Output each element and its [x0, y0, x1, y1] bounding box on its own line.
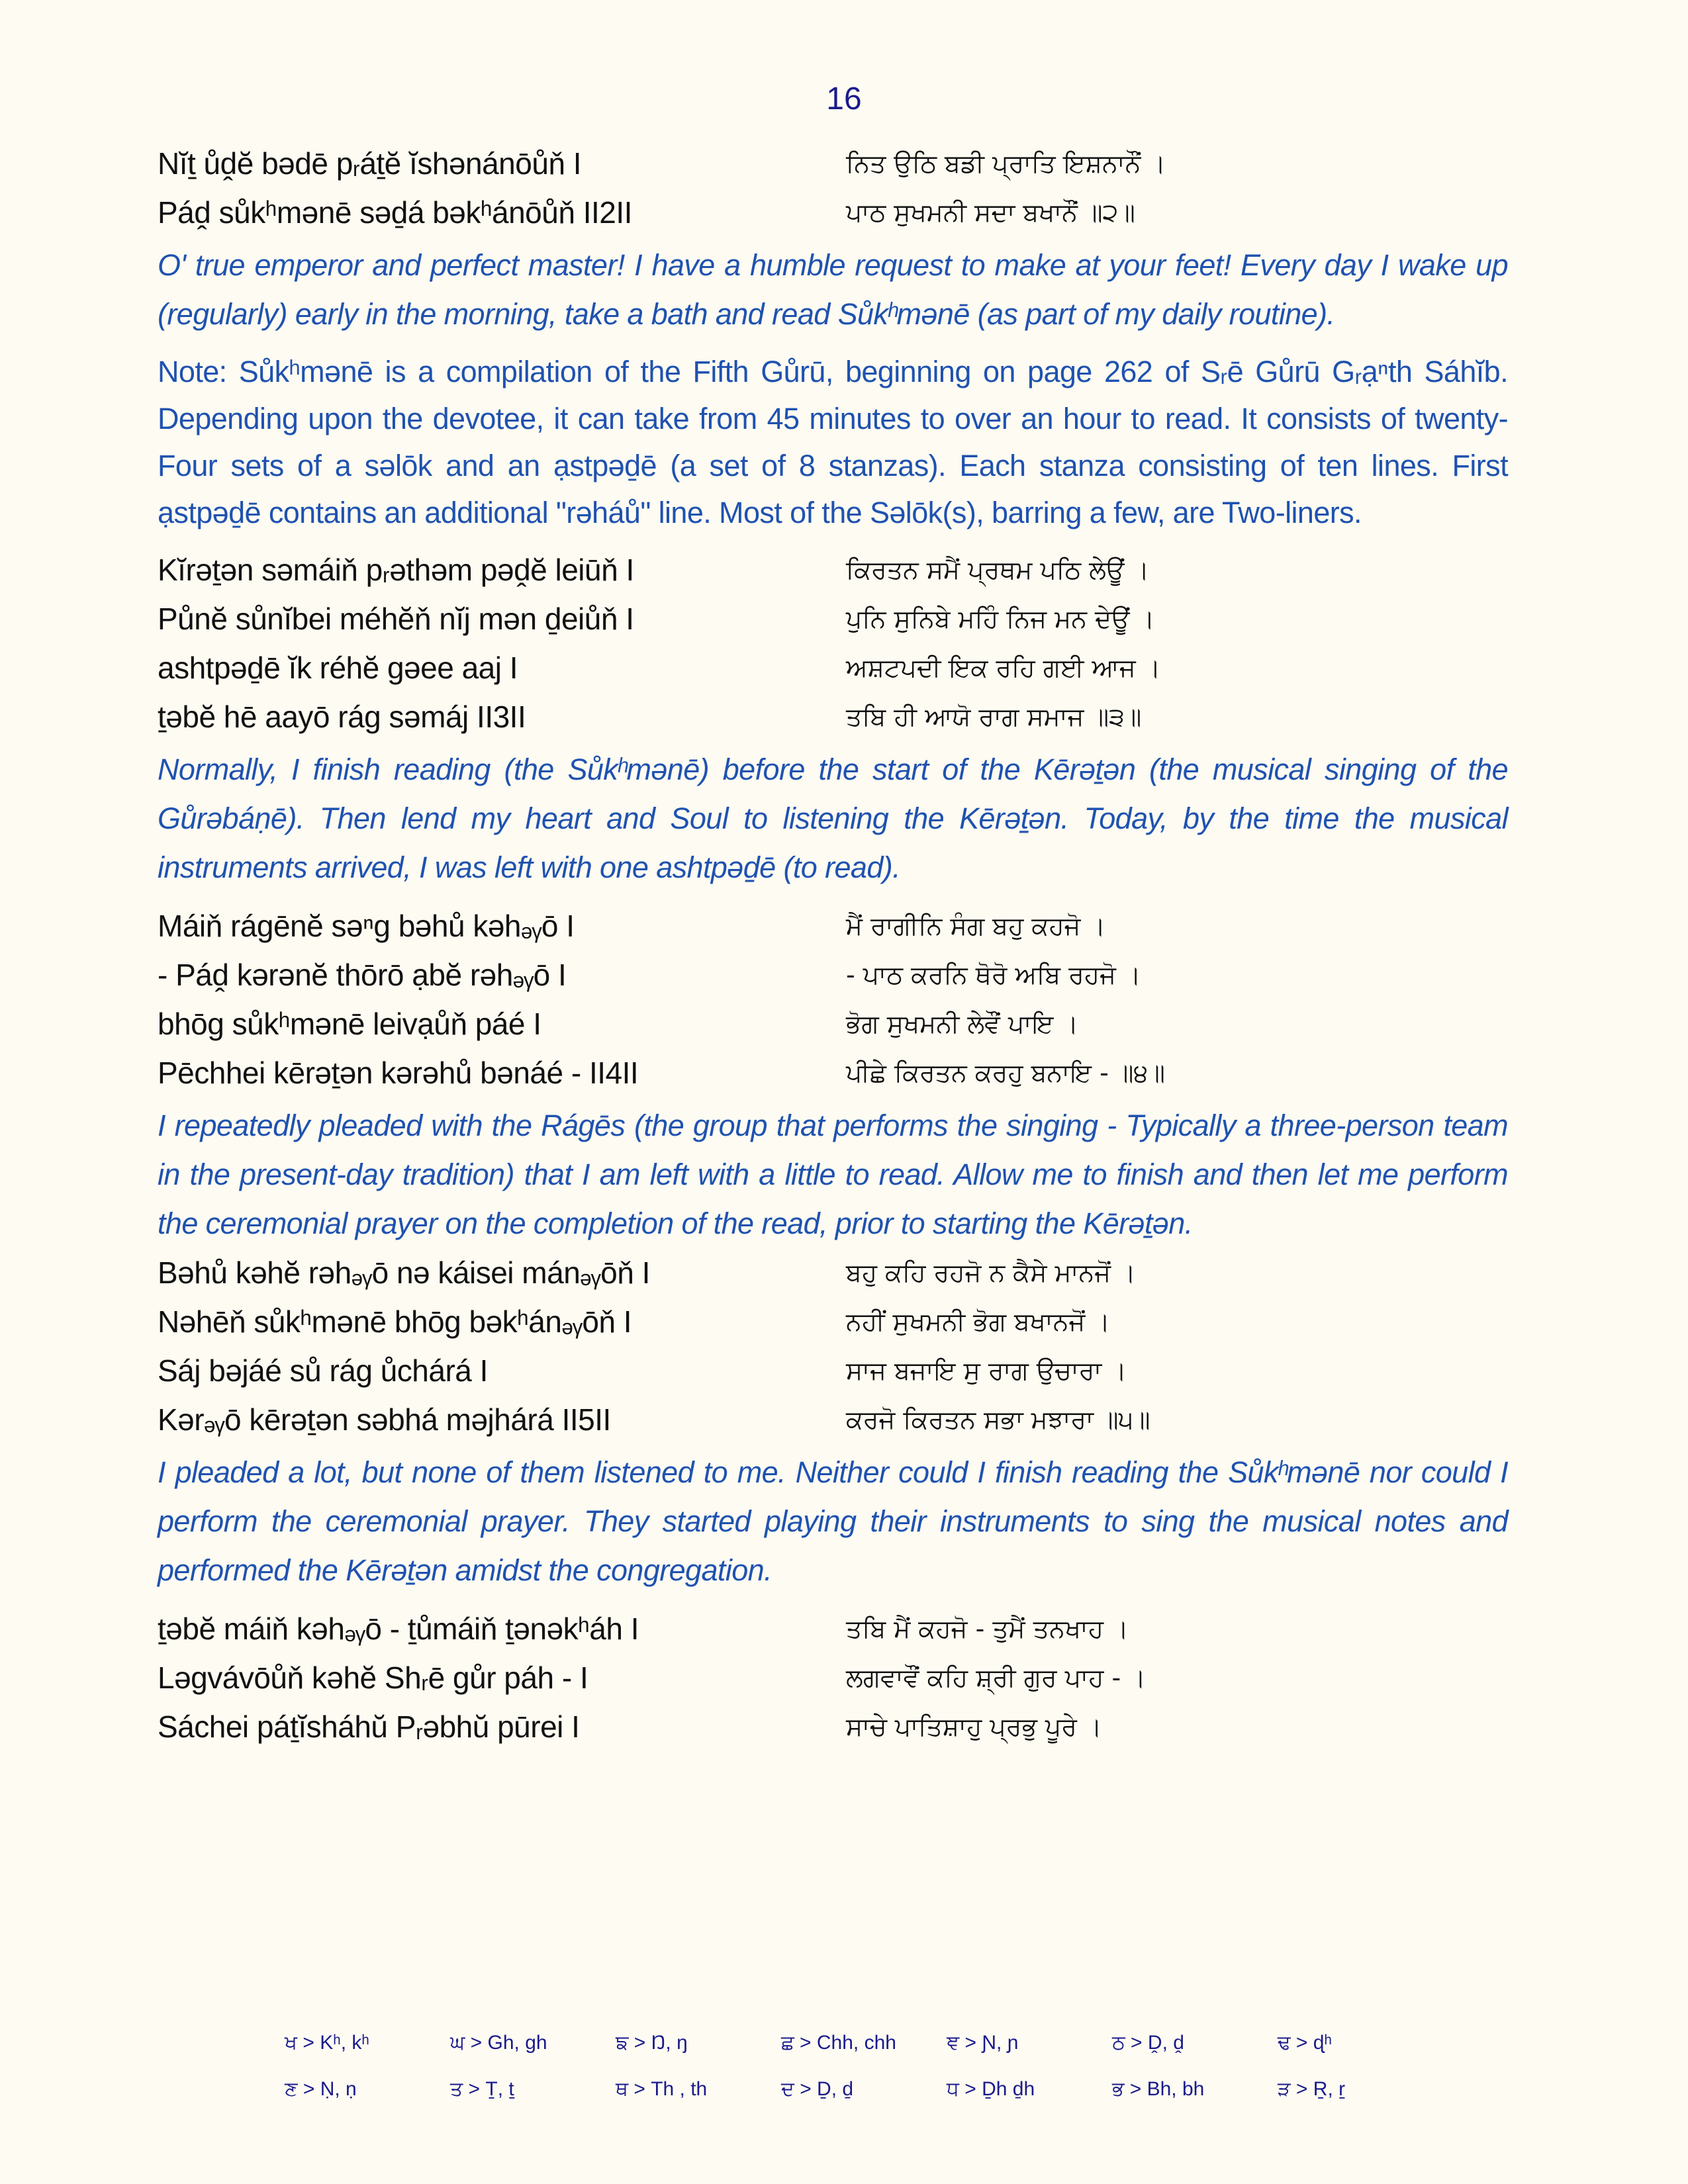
- verse-gurmukhi: ਮੈਂ ਰਾਗੀਨਿ ਸੰਗ ਬਹੁ ਕਹਜੋ ।: [846, 911, 1106, 940]
- verse-gurmukhi: ਤਬਿ ਮੈਂ ਕਹਜੋ - ਤੁਮੈਂ ਤਨਖਾਹ ।: [846, 1614, 1129, 1643]
- verse-line: [158, 1604, 1508, 1653]
- verse-roman: Kərₔᵧō kērəṯən səbhá məjhárá II5II: [158, 1402, 611, 1437]
- verse-line: [158, 1702, 1508, 1751]
- translation-paragraph: O' true emperor and perfect master! I have a humble request to make at your feet! Every day I wake up (regularly) early in the morning, take a bath and read Sůkʰmənē (as part of my daily routine).: [158, 248, 1508, 331]
- legend-item: ਣ > Ṇ, ṇ: [285, 2078, 357, 2100]
- verse-line: [158, 1297, 1508, 1346]
- verse-line: [158, 692, 1508, 741]
- legend-item: ਘ > Gh, gh: [450, 2032, 547, 2054]
- verse-roman: Bəhů kəhĕ rəhₔᵧō nə káisei mánₔᵧōň I: [158, 1255, 650, 1290]
- verse-roman: Sáj bəjáé sů rág ůchárá I: [158, 1353, 488, 1388]
- verse-roman: Nəhēň sůkʰmənē bhōg bəkʰánₔᵧōň I: [158, 1304, 632, 1339]
- verse-roman: - Páḓ kərənĕ thōrō ạbĕ rəhₔᵧō I: [158, 958, 567, 992]
- verse-gurmukhi: ਪੁਨਿ ਸੁਨਿਬੇ ਮਹਿੰ ਨਿਜ ਮਨ ਦੇਊਂ ।: [846, 604, 1155, 633]
- verse-line: [158, 643, 1508, 692]
- translation-paragraph: I repeatedly pleaded with the Rágēs (the group that performs the singing - Typically a three-person team in the present-day tradition) that I am left with a little to read. Allow me to finish and then let me perform the ceremonial prayer on the completion of the read, prior to starting the Kērəṯən.: [158, 1109, 1508, 1240]
- legend-item: ੜ > Ṟ, ṟ: [1278, 2078, 1346, 2100]
- verse-roman: Kĭrəṯən səmáiň pᵣəthəm pəḓĕ leiūň I: [158, 553, 634, 587]
- verse-gurmukhi: ਨਿਤ ਉਠਿ ਬਡੀ ਪ੍ਰਾਤਿ ਇਸ਼ਨਾਨੌਂ ।: [846, 148, 1166, 178]
- verse-line: [158, 188, 1508, 237]
- verse-roman: Páḓ sůkʰmənē səḏá bəkʰánōůň II2II: [158, 195, 632, 230]
- verse-gurmukhi: ਸਾਜ ਬਜਾਇ ਸੁ ਰਾਗ ਉਚਾਰਾ ।: [846, 1355, 1127, 1385]
- verse-block: [158, 545, 1508, 741]
- verse-roman: bhōg sůkʰmənē leivạůň páé I: [158, 1007, 541, 1041]
- verse-roman: Pēchhei kērəṯən kərəhů bənáé - II4II: [158, 1056, 639, 1090]
- translation-paragraph: Normally, I finish reading (the Sůkʰmənē) before the start of the Kērəṯən (the musical singing of the Gůrəbáṇē). Then lend my heart and Soul to listening the Kērəṯən. Today, by the time the musical instruments arrived, I was left with one ashtpəḏē (to read).: [158, 752, 1508, 884]
- verse-roman: Ləgvávōůň kəhĕ Shᵣē gůr páh - I: [158, 1661, 588, 1695]
- legend-item: ਙ > Ŋ, ŋ: [616, 2032, 688, 2054]
- verse-gurmukhi: ਬਹੁ ਕਹਿ ਰਹਜੋ ਨ ਕੈਸੇ ਮਾਨਜੋਂ ।: [846, 1257, 1136, 1287]
- transliteration-legend: [285, 2032, 1443, 2101]
- legend-item: ਖ > Kʰ, kʰ: [285, 2032, 369, 2054]
- verse-gurmukhi: ਭੋਗ ਸੁਖਮਨੀ ਲੇਵੌਂ ਪਾਇ ।: [846, 1009, 1079, 1038]
- translation-paragraph: I pleaded a lot, but none of them listened to me. Neither could I finish reading the Sůkʰmənē nor could I perform the ceremonial prayer. They started playing their instruments to sing the musical notes and performed the Kērəṯən amidst the congregation.: [158, 1455, 1508, 1587]
- verse-roman: ashtpəḏē ĭk réhĕ gəee aaj I: [158, 651, 518, 685]
- verse-line: [158, 999, 1508, 1048]
- verse-line: [158, 545, 1508, 594]
- verse-gurmukhi: ਕਰਜੋ ਕਿਰਤਨ ਸਭਾ ਮਝਾਰਾ ॥੫॥: [846, 1404, 1150, 1434]
- legend-item: ਠ > Ḓ, ḓ: [1112, 2032, 1184, 2054]
- verse-roman: Máiň rágēnĕ səⁿg bəhů kəhₔᵧō I: [158, 909, 575, 943]
- verse-line: [158, 1653, 1508, 1702]
- verse-line: [158, 950, 1508, 999]
- legend-item: ਦ > Ḏ, ḏ: [781, 2078, 854, 2100]
- verse-line: [158, 594, 1508, 643]
- verse-line: [158, 1048, 1508, 1097]
- verse-roman: Půnĕ sůnĭbei méhĕň nĭj mən ḏeiůň I: [158, 602, 634, 636]
- legend-item: ਥ > Th , th: [616, 2078, 708, 2100]
- verse-gurmukhi: ਕਿਰਤਨ ਸਮੈਂ ਪ੍ਰਥਮ ਪਠਿ ਲੇਊਂ ।: [846, 555, 1150, 584]
- legend-item: ਤ > Ṯ, ṯ: [450, 2078, 514, 2100]
- verse-line: [158, 139, 1508, 188]
- verse-block: [158, 1248, 1508, 1444]
- verse-gurmukhi: ਸਾਚੇ ਪਾਤਿਸ਼ਾਹੁ ਪ੍ਰਭੁ ਪੂਰੇ ।: [846, 1711, 1102, 1741]
- verse-gurmukhi: ਲਗਵਾਵੌਂ ਕਹਿ ਸ਼੍ਰੀ ਗੁਰ ਪਾਹ - ।: [846, 1662, 1146, 1692]
- verse-gurmukhi: ਪਾਠ ਸੁਖਮਨੀ ਸਦਾ ਬਖਾਨੌਂ ॥੨॥: [846, 197, 1135, 227]
- legend-item: ਢ > ɖʰ: [1278, 2032, 1332, 2054]
- verse-line: [158, 1395, 1508, 1444]
- legend-item: ਞ > Ɲ, ɲ: [947, 2032, 1019, 2054]
- verse-line: [158, 1248, 1508, 1297]
- verse-roman: ṯəbĕ hē aayō rág səmáj II3II: [158, 700, 526, 734]
- verse-gurmukhi: ਪੀਛੇ ਕਿਰਤਨ ਕਰਹੁ ਬਨਾਇ - ॥੪॥: [846, 1058, 1166, 1087]
- verse-roman: ṯəbĕ máiň kəhₔᵧō - ṯůmáiň ṯənəkʰáh I: [158, 1612, 639, 1646]
- page-number: 16: [826, 81, 862, 116]
- verse-roman: Sáchei páṯĭsháhŭ Pᵣəbhŭ pūrei I: [158, 1709, 580, 1744]
- verse-gurmukhi: ਨਹੀਂ ਸੁਖਮਨੀ ਭੋਗ ਬਖਾਨਜੋਂ ।: [846, 1306, 1111, 1336]
- verse-block: [158, 901, 1508, 1097]
- note-paragraph: Note: Sůkʰmənē is a compilation of the Fifth Gůrū, beginning on page 262 of Sᵣē Gůrū Gᵣạⁿth Sáhĭb. Depending upon the devotee, it can take from 45 minutes to over an hour to read. It consists of twenty-Four sets of a səlōk and an ạstpəḏē (a set of 8 stanzas). Each stanza consisting of ten lines. First ạstpəḏē contains an additional "rəháů" line. Most of the Səlōk(s), barring a few, are Two-liners.: [158, 355, 1508, 529]
- verse-line: [158, 1346, 1508, 1395]
- page-content: [158, 139, 1508, 1751]
- verse-gurmukhi: ਤਬਿ ਹੀ ਆਯੋ ਰਾਗ ਸਮਾਜ ॥੩॥: [846, 702, 1142, 731]
- legend-item: ਛ > Chh, chh: [781, 2032, 896, 2054]
- verse-gurmukhi: - ਪਾਠ ਕਰਨਿ ਥੋਰੋ ਅਬਿ ਰਹਜੋ ।: [846, 960, 1141, 989]
- legend-item: ਭ > Bh, bh: [1112, 2078, 1205, 2100]
- verse-block: [158, 1604, 1508, 1751]
- verse-block: [158, 139, 1508, 237]
- verse-line: [158, 901, 1508, 950]
- legend-item: ਧ > Ḏh ḏh: [947, 2078, 1035, 2100]
- verse-roman: Nĭṯ ůḓĕ bədē pᵣáṯĕ ĭshənánōůň I: [158, 146, 582, 181]
- verse-gurmukhi: ਅਸ਼ਟਪਦੀ ਇਕ ਰਹਿ ਗਈ ਆਜ ।: [846, 653, 1161, 682]
